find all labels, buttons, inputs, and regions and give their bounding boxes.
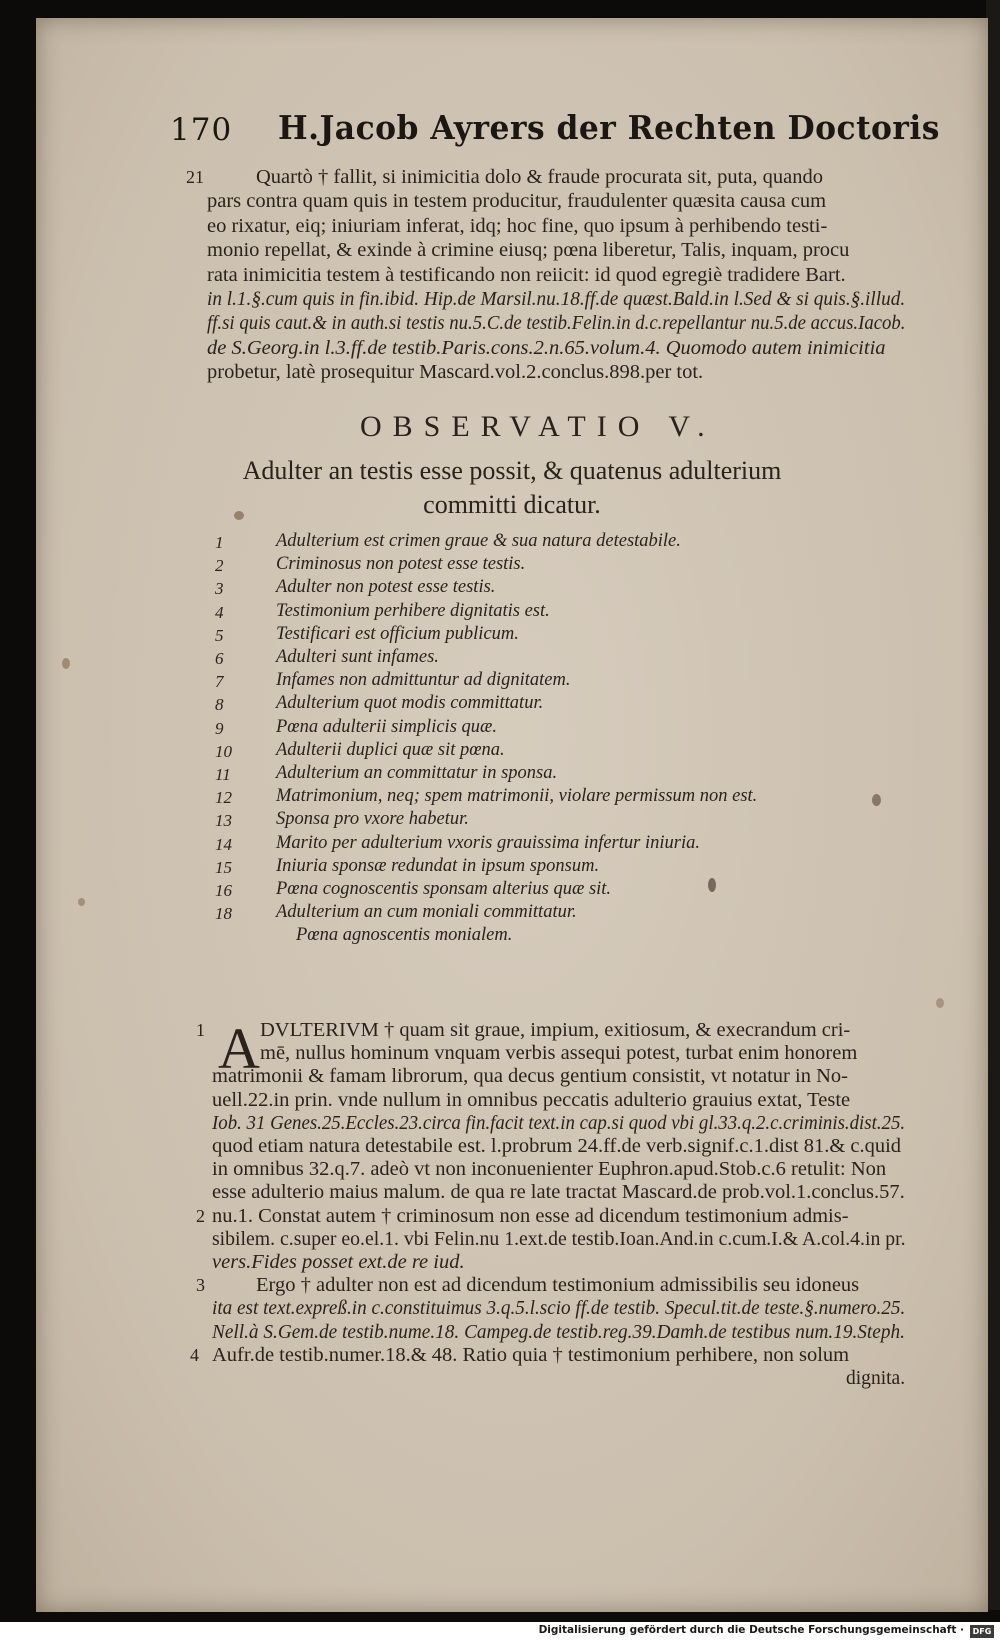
- margin-number: 4: [190, 1344, 199, 1365]
- text-line: mē, nullus hominum vnquam verbis assequi potest, turbat enim honorem: [260, 1042, 858, 1065]
- observatio-heading: OBSERVATIO V.: [360, 410, 716, 443]
- summary-item: Iniuria sponsæ redundat in ipsum sponsum.: [276, 855, 600, 876]
- text-line: Ergo † adulter non est ad dicendum testimonium admissibilis seu idoneus: [256, 1274, 860, 1297]
- text-line: in omnibus 32.q.7. adeò vt non inconuenienter Euphron.apud.Stob.c.6 retulit: Non: [212, 1158, 887, 1181]
- summary-number: 1: [215, 533, 224, 552]
- text-line: monio repellat, & exinde à crimine eiusq; pœna liberetur, Talis, inquam, procu: [207, 239, 850, 262]
- funding-credit: Digitalisierung gefördert durch die Deutsche Forschungsgemeinschaft ·: [538, 1624, 964, 1636]
- running-head: H.Jacob Ayrers der Rechten Doctoris: [278, 108, 940, 147]
- dfg-logo: DFG: [970, 1625, 994, 1638]
- summary-item: Adulterium an cum moniali committatur.: [276, 902, 577, 923]
- summary-number: 4: [215, 602, 224, 622]
- summary-item: Sponsa pro vxore habetur.: [276, 809, 469, 830]
- summary-number: 16: [215, 881, 232, 900]
- summary-item: Pœna adulterii simplicis quæ.: [276, 716, 497, 737]
- summary-item: Adulterium est crimen graue & sua natura detestabile.: [276, 531, 681, 551]
- text-line: ff.si quis caut.& in auth.si testis nu.5.C.de testib.Felin.in d.c.repellantur nu.5.de accus.Iacob.: [207, 312, 906, 335]
- summary-number: 14: [215, 834, 232, 854]
- summary-number: 5: [215, 625, 224, 645]
- text-line: nu.1. Constat autem † criminosum non esse ad dicendum testimonium admis-: [212, 1204, 849, 1227]
- text-line: Nell.à S.Gem.de testib.nume.18. Campeg.de testib.reg.39.Damh.de testibus num.19.Steph.: [212, 1320, 905, 1343]
- drop-cap: A: [218, 1016, 260, 1081]
- summary-number: 2: [215, 556, 224, 576]
- text-line: Aufr.de testib.numer.18.& 48. Ratio quia † testimonium perhibere, non solum: [212, 1343, 850, 1366]
- text-line: eo rixatur, eiq; iniuriam inferat, idq; hoc fine, quo ipsum à perhibendo testi-: [207, 214, 828, 237]
- summary-number: 3: [215, 579, 224, 599]
- summary-number: 15: [215, 857, 232, 877]
- summary-number: 9: [215, 718, 224, 738]
- text-line: vers.Fides posset ext.de re iud.: [212, 1251, 465, 1273]
- summary-item: Pœna agnoscentis monialem.: [296, 925, 513, 946]
- text-line: probetur, latè prosequitur Mascard.vol.2.conclus.898.per tot.: [207, 361, 704, 384]
- summary-item: Adulteri sunt infames.: [276, 647, 439, 667]
- digitization-footer: [0, 1622, 1000, 1642]
- ink-stain: [936, 998, 944, 1008]
- observatio-subtitle-line-2: committi dicatur.: [423, 490, 601, 519]
- summary-item: Adulterium quot modis committatur.: [276, 693, 544, 714]
- scan-edge-shadow: [986, 0, 1000, 1610]
- summary-number: 18: [215, 904, 232, 924]
- summary-number: 10: [215, 741, 232, 761]
- summary-item: Marito per adulterium vxoris grauissima infertur iniuria.: [276, 832, 700, 853]
- summary-item: Criminosus non potest esse testis.: [276, 554, 526, 575]
- summary-number: 6: [215, 649, 224, 668]
- text-line: Iob. 31 Genes.25.Eccles.23.circa fin.facit text.in cap.si quod vbi gl.33.q.2.c.criminis.dist.25.: [212, 1111, 906, 1134]
- text-line: sibilem. c.super eo.el.1. vbi Felin.nu 1.ext.de testib.Ioan.And.in c.cum.I.& A.col.4.in pr.: [212, 1227, 906, 1250]
- margin-number: 2: [196, 1205, 205, 1226]
- summary-item: Infames non admittuntur ad dignitatem.: [276, 670, 571, 691]
- summary-item: Testificari est officium publicum.: [276, 623, 519, 644]
- margin-number: 1: [196, 1020, 205, 1040]
- ink-stain: [872, 794, 881, 806]
- summary-number: 12: [215, 788, 232, 808]
- summary-number: 7: [215, 672, 224, 692]
- summary-item: Adulter non potest esse testis.: [276, 577, 496, 598]
- text-line: in l.1.§.cum quis in fin.ibid. Hip.de Marsil.nu.18.ff.de quæst.Bald.in l.Sed & si quis.§.illud.: [207, 288, 906, 310]
- page-number: 170: [170, 112, 233, 148]
- summary-number: 13: [215, 811, 232, 831]
- summary-item: Adulterium an committatur in sponsa.: [276, 763, 558, 783]
- text-line: uell.22.in prin. vnde nullum in omnibus peccatis adulterio grauius extat, Teste: [212, 1088, 851, 1111]
- text-line: pars contra quam quis in testem producitur, fraudulenter quæsita causa cum: [207, 190, 827, 213]
- ink-stain: [78, 898, 85, 906]
- text-line: dignita.: [846, 1367, 906, 1389]
- text-line: DVLTERIVM † quam sit graue, impium, exitiosum, & execrandum cri-: [260, 1019, 851, 1041]
- ink-stain: [62, 658, 70, 669]
- page-header: [170, 98, 940, 158]
- text-line: esse adulterio maius malum. de qua re late tractat Mascard.de prob.vol.1.conclus.57.: [212, 1181, 905, 1204]
- text-line: rata inimicitia testem à testificando non reiicit: id quod egregiè tradidere Bart.: [207, 263, 846, 286]
- margin-number: 21: [186, 167, 204, 187]
- summary-item: Adulterii duplici quæ sit pœna.: [276, 739, 505, 760]
- text-line: ita est text.expreß.in c.constituimus 3.q.5.l.scio ff.de testib. Specul.tit.de teste.§.numero.25.: [212, 1297, 906, 1320]
- observatio-subtitle-line-1: Adulter an testis esse possit, & quatenus adulterium: [242, 456, 782, 485]
- summary-item: Testimonium perhibere dignitatis est.: [276, 600, 550, 621]
- summary-number: 11: [215, 765, 231, 784]
- ink-stain: [708, 878, 716, 892]
- text-line: Quartò † fallit, si inimicitia dolo & fraude procurata sit, puta, quando: [256, 166, 824, 188]
- summary-item: Pœna cognoscentis sponsam alterius quæ sit.: [276, 879, 612, 899]
- text-line: de S.Georg.in l.3.ff.de testib.Paris.cons.2.n.65.volum.4. Quomodo autem inimicitia: [207, 336, 886, 359]
- margin-number: 3: [196, 1275, 205, 1296]
- text-line: quod etiam natura detestabile est. l.probrum 24.ff.de verb.signif.c.1.dist 81.& c.quid: [212, 1135, 902, 1157]
- summary-item: Matrimonium, neq; spem matrimonii, violare permissum non est.: [276, 786, 758, 807]
- summary-number: 8: [215, 695, 224, 715]
- text-line: matrimonii & famam librorum, qua decus gentium consistit, vt notatur in No-: [212, 1065, 848, 1088]
